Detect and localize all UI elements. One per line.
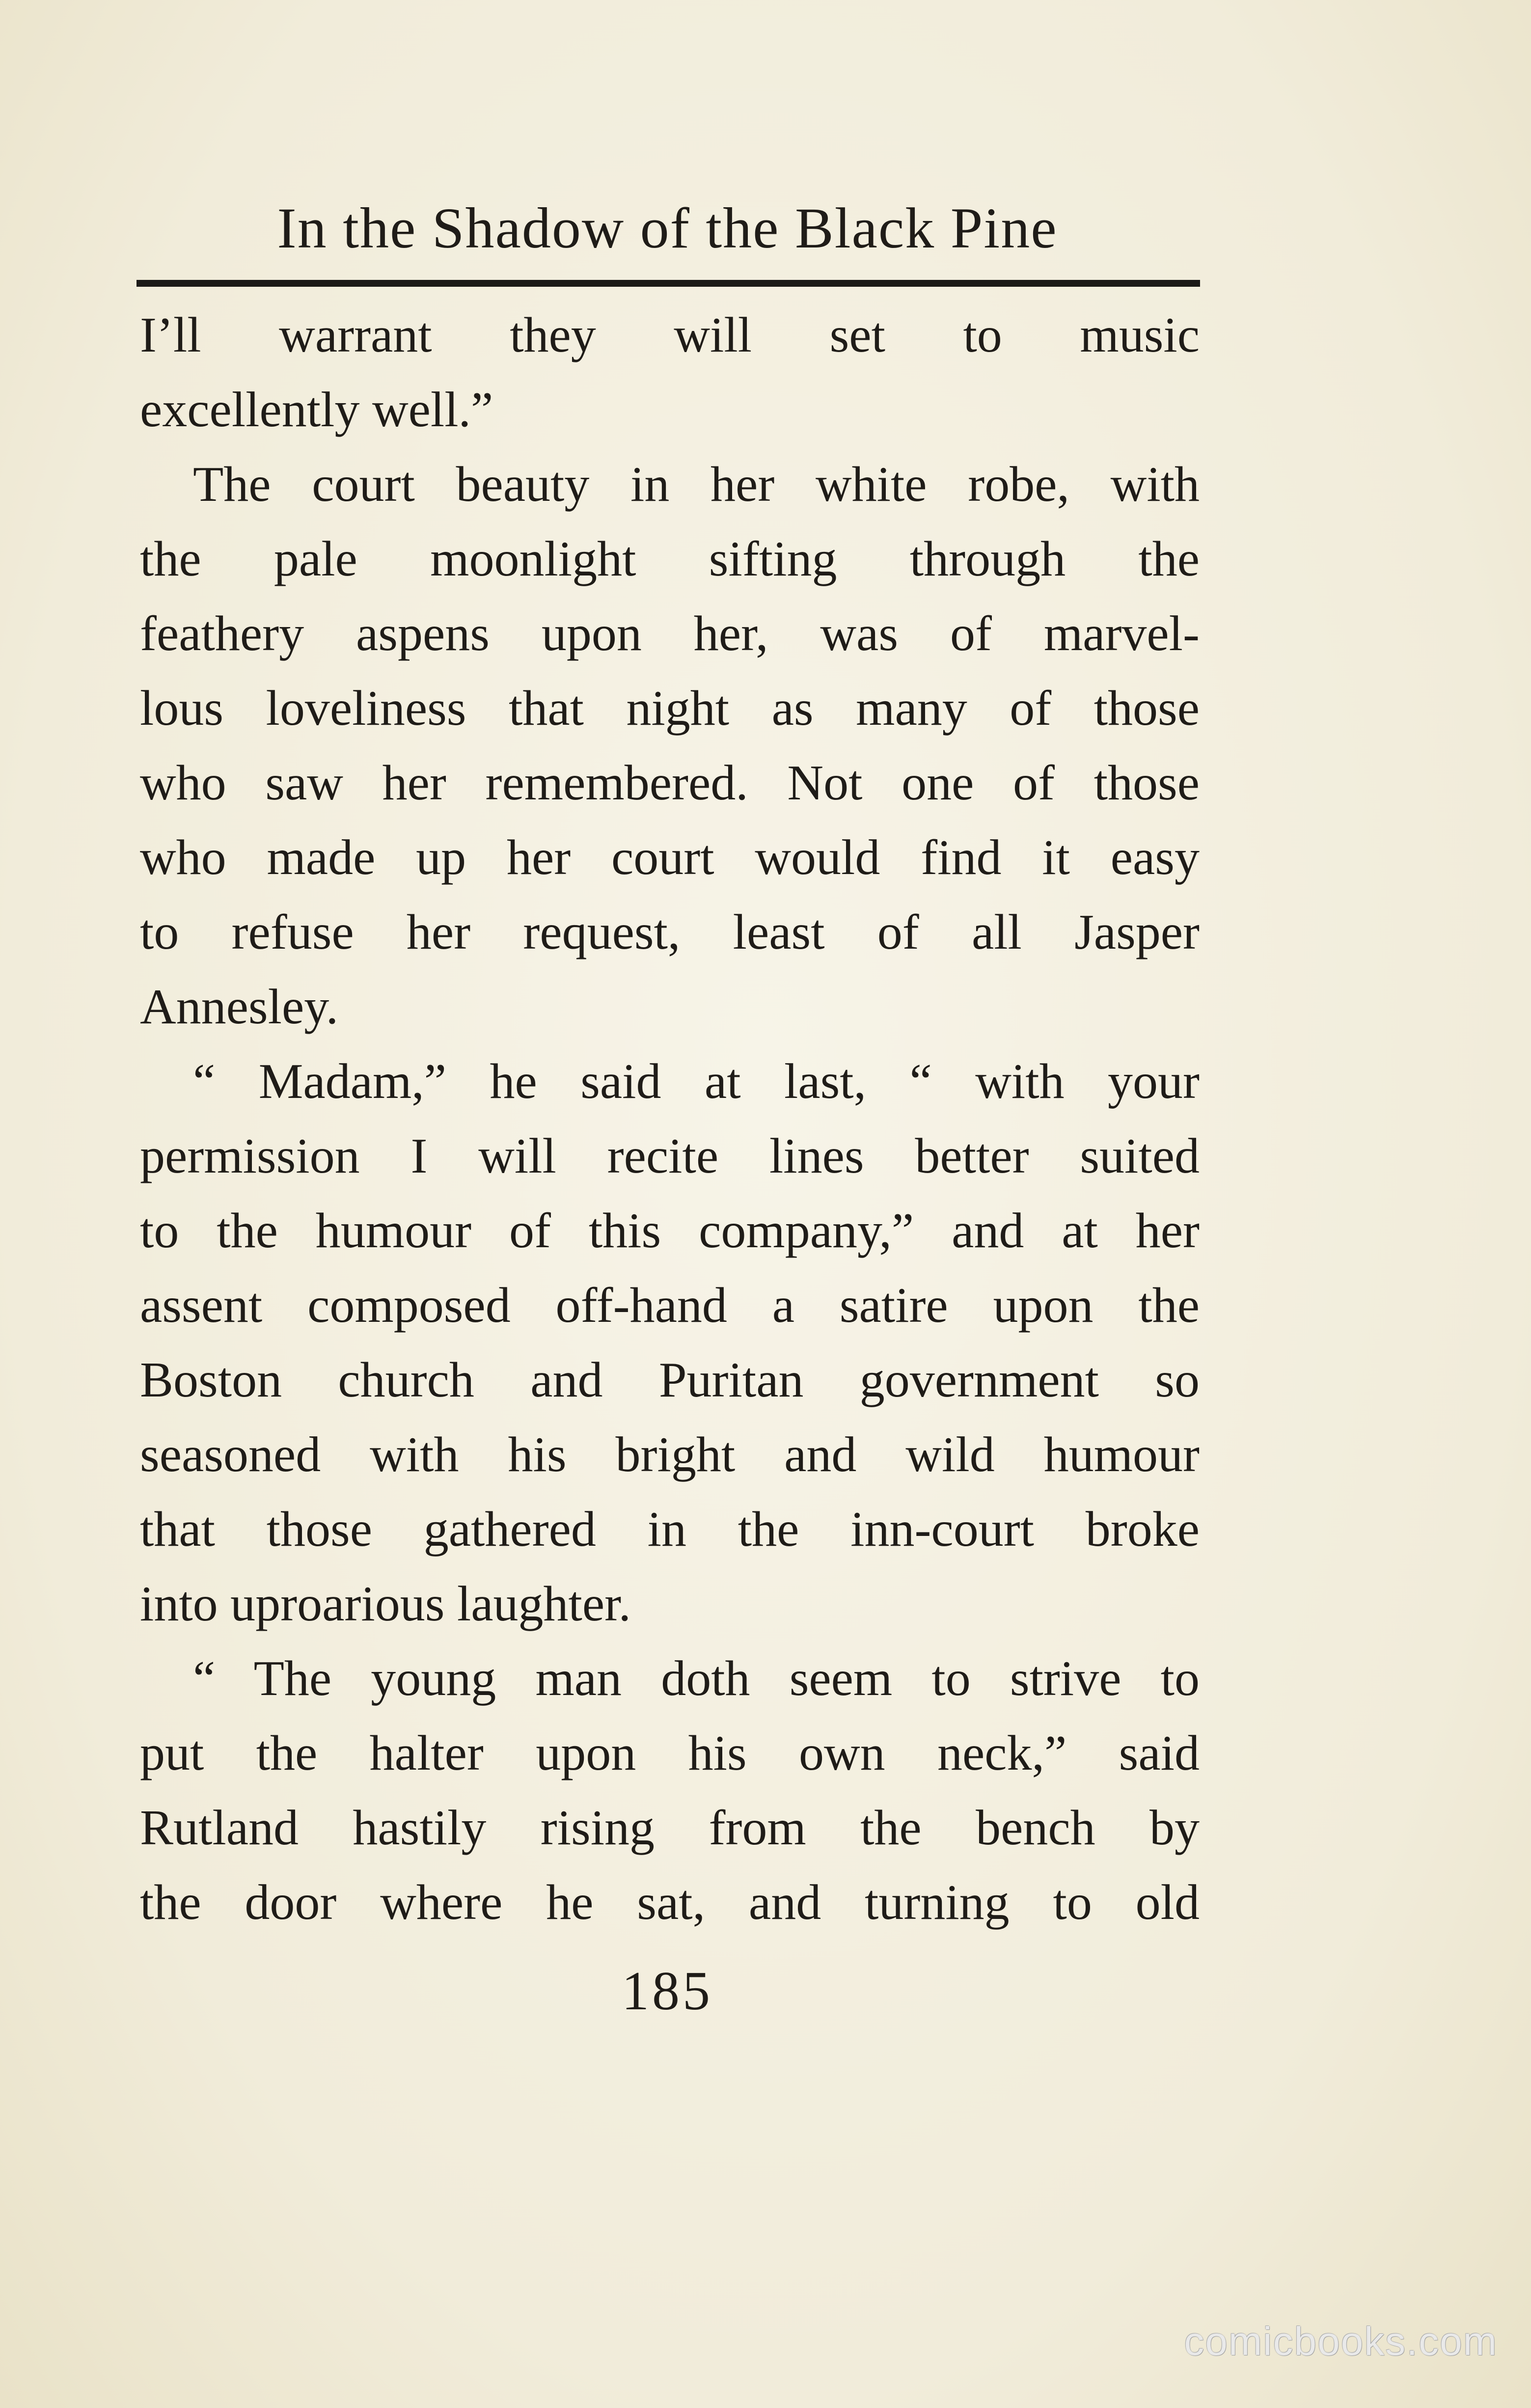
body-text	[140, 298, 1200, 1940]
text-line: Boston church and Puritan government so	[140, 1352, 1200, 1408]
text-line: into uproarious laughter.	[140, 1576, 631, 1632]
text-line: seasoned with his bright and wild humour	[140, 1427, 1200, 1482]
text-line: who made up her court would find it easy	[140, 830, 1200, 885]
running-head: In the Shadow of the Black Pine	[277, 196, 1058, 260]
text-line: the pale moonlight sifting through the	[140, 531, 1200, 587]
text-line: I’ll warrant they will set to music	[140, 307, 1200, 363]
text-line: assent composed off-hand a satire upon the	[140, 1278, 1200, 1333]
watermark: comicbooks.com	[1184, 2319, 1498, 2364]
text-line: The court beauty in her white robe, with	[193, 457, 1200, 512]
text-line: feathery aspens upon her, was of marvel-	[140, 606, 1200, 661]
text-line: lous loveliness that night as many of those	[140, 681, 1200, 736]
text-line: to refuse her request, least of all Jasper	[140, 904, 1200, 960]
text-line: who saw her remembered. Not one of those	[140, 755, 1200, 811]
text-line: “ Madam,” he said at last, “ with your	[193, 1054, 1200, 1109]
text-line: excellently well.”	[140, 382, 493, 438]
text-line: to the humour of this company,” and at her	[140, 1203, 1200, 1259]
text-line: permission I will recite lines better suited	[140, 1128, 1200, 1184]
header-rule	[137, 280, 1200, 287]
text-line: put the halter upon his own neck,” said	[140, 1725, 1200, 1781]
text-line: that those gathered in the inn-court broke	[140, 1502, 1200, 1557]
text-line: “ The young man doth seem to strive to	[193, 1651, 1200, 1706]
text-line: Rutland hastily rising from the bench by	[140, 1800, 1200, 1856]
text-line: Annesley.	[140, 979, 339, 1035]
text-line: the door where he sat, and turning to old	[140, 1875, 1200, 1930]
page-number: 185	[622, 1961, 713, 2022]
